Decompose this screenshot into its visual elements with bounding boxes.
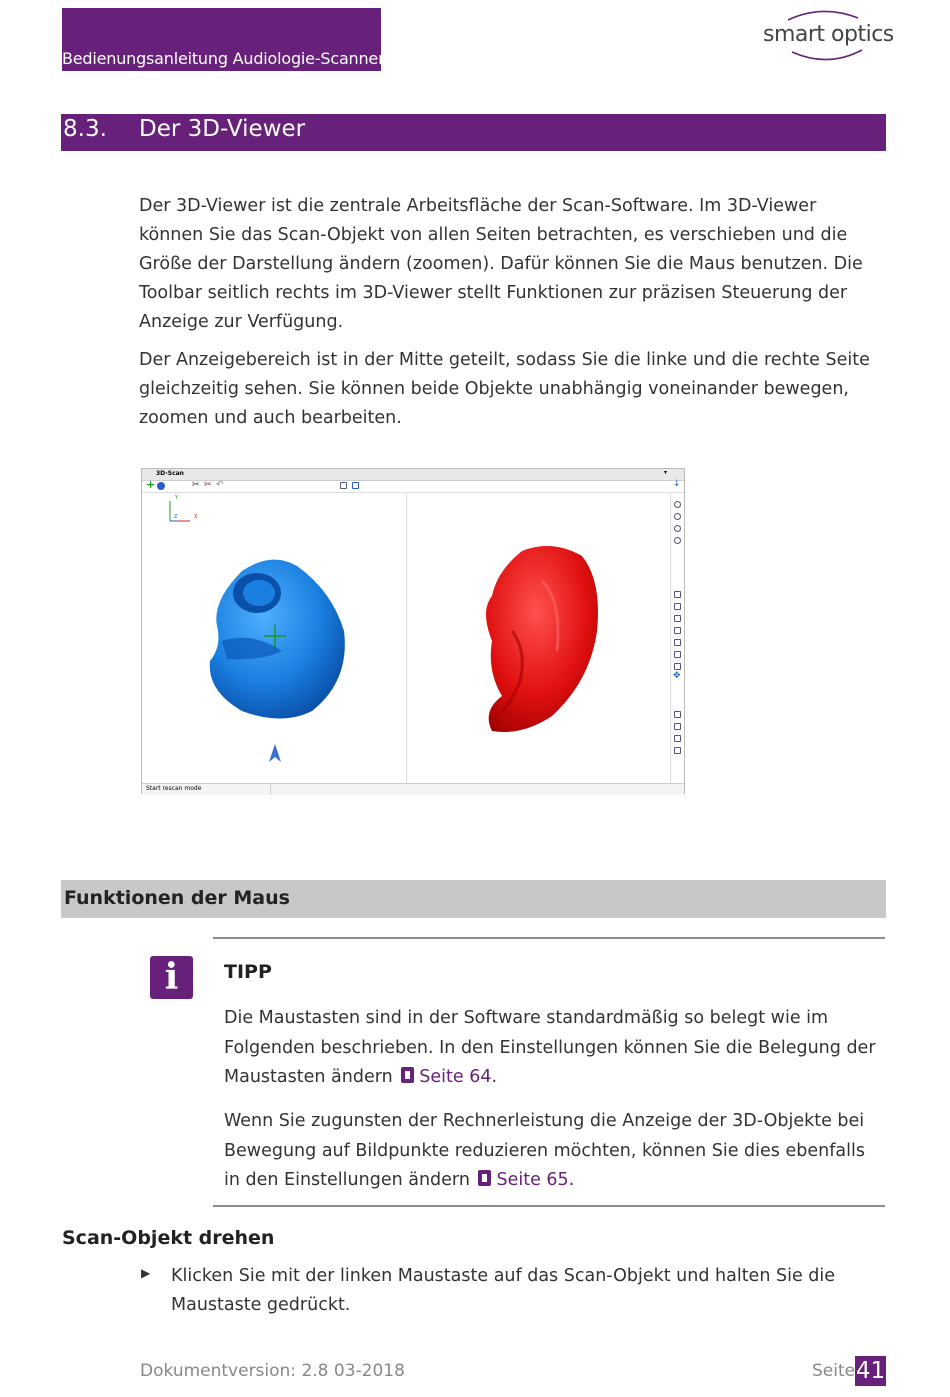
view-tool-icon[interactable] [674, 537, 681, 544]
info-icon: i [150, 956, 193, 999]
link-seite-64[interactable]: Seite 64 [419, 1067, 492, 1087]
status-text: Start rescan mode [146, 785, 202, 792]
axis-indicator [162, 497, 212, 527]
view-cube-icon[interactable] [674, 747, 681, 754]
cut-icon: ✂ [192, 480, 200, 490]
viewer-side-toolbar [670, 493, 685, 783]
add-icon: + [146, 478, 156, 491]
tip-paragraph-2 [224, 1107, 879, 1196]
export-icon [352, 482, 359, 489]
section-title: Der 3D-Viewer [139, 116, 306, 142]
view-cube-icon[interactable] [674, 735, 681, 742]
section-heading-bar [61, 114, 886, 151]
view-cube-icon[interactable] [674, 591, 681, 598]
tip-top-rule [213, 937, 885, 939]
page-number: 41 [855, 1358, 886, 1384]
viewer-window-title: 3D-Scan [156, 470, 184, 477]
undo-icon: ↶ [216, 480, 224, 490]
view-cube-icon[interactable] [674, 651, 681, 658]
intro-paragraph-1: Der 3D-Viewer ist die zentrale Arbeitsfläche der Scan-Software. Im 3D-Viewer können Sie das Scan-Objekt von allen Seiten betrachten, es verschieben und die Größe der Darstellung ändern (zoomen). Dafür können Sie die Maus benutzen. Die Toolbar seitlich rechts im 3D-Viewer stellt Funktionen zur präzisen Steuerung der Anzeige zur Verfügung. [139, 196, 863, 332]
dropdown-arrow-icon: ▾ [664, 469, 668, 476]
brand-logo-text: smart optics [763, 22, 894, 47]
tip-paragraph-1 [224, 1004, 879, 1093]
section-number: 8.3. [63, 116, 107, 142]
view-tool-icon[interactable] [674, 513, 681, 520]
viewer-statusbar [142, 783, 684, 795]
axis-z-label: Z [174, 514, 178, 520]
subsection-heading-bar [61, 880, 886, 918]
view-cube-icon[interactable] [674, 723, 681, 730]
status-separator [270, 784, 271, 795]
document-version: Dokumentversion: 2.8 03-2018 [140, 1361, 405, 1381]
view-tool-icon[interactable] [674, 501, 681, 508]
bullet-triangle-icon: ▶ [141, 1266, 151, 1280]
viewer-split-divider[interactable] [406, 493, 407, 783]
axis-x-label: X [194, 514, 198, 520]
view-cube-icon[interactable] [674, 627, 681, 634]
save-icon [340, 482, 347, 489]
period: . [491, 1067, 498, 1087]
viewer-screenshot [141, 468, 685, 794]
view-cube-icon[interactable] [674, 711, 681, 718]
tip-bottom-rule [213, 1205, 885, 1207]
rotate-heading: Scan-Objekt drehen [62, 1227, 275, 1249]
subsection-title: Funktionen der Maus [64, 887, 290, 909]
intro-paragraph-2: Der Anzeigebereich ist in der Mitte geteilt, sodass Sie die linke und die rechte Seite gleichzeitig sehen. Sie können beide Objekte unabhängig voneinander bewegen, zoomen und auch bearbeiten. [139, 350, 870, 428]
viewer-toolbar [142, 480, 684, 493]
link-seite-65[interactable]: Seite 65 [496, 1170, 569, 1190]
axis-y-label: Y [175, 495, 179, 501]
globe-icon [157, 482, 165, 490]
period: . [568, 1170, 575, 1190]
cut-remove-icon: ✂ [204, 480, 212, 490]
page-label: Seite [812, 1361, 856, 1381]
move-icon[interactable]: ✥ [673, 671, 681, 681]
document-icon [401, 1067, 414, 1083]
document-icon [478, 1170, 491, 1186]
view-cube-icon[interactable] [674, 663, 681, 670]
cursor-arrow-icon [268, 743, 282, 763]
view-cube-icon[interactable] [674, 639, 681, 646]
tip-label: TIPP [224, 961, 272, 983]
left-scan-object[interactable] [202, 551, 352, 731]
tip-text-1: Die Maustasten sind in der Software standardmäßig so belegt wie im Folgenden beschrieben. In den Einstellungen können Sie die Belegung der Maustasten ändern [224, 1008, 876, 1087]
right-scan-object[interactable] [472, 541, 612, 737]
pin-icon: ↓ [673, 479, 681, 489]
view-tool-icon[interactable] [674, 525, 681, 532]
document-title: Bedienungsanleitung Audiologie-Scanner [62, 49, 385, 68]
view-cube-icon[interactable] [674, 603, 681, 610]
view-cube-icon[interactable] [674, 615, 681, 622]
tip-text-2: Wenn Sie zugunsten der Rechnerleistung die Anzeige der 3D-Objekte bei Bewegung auf Bildpunkte reduzieren möchten, können Sie dies ebenfalls in den Einstellungen ändern [224, 1111, 865, 1190]
rotate-step-1: Klicken Sie mit der linken Maustaste auf das Scan-Objekt und halten Sie die Maustaste gedrückt. [171, 1266, 836, 1315]
